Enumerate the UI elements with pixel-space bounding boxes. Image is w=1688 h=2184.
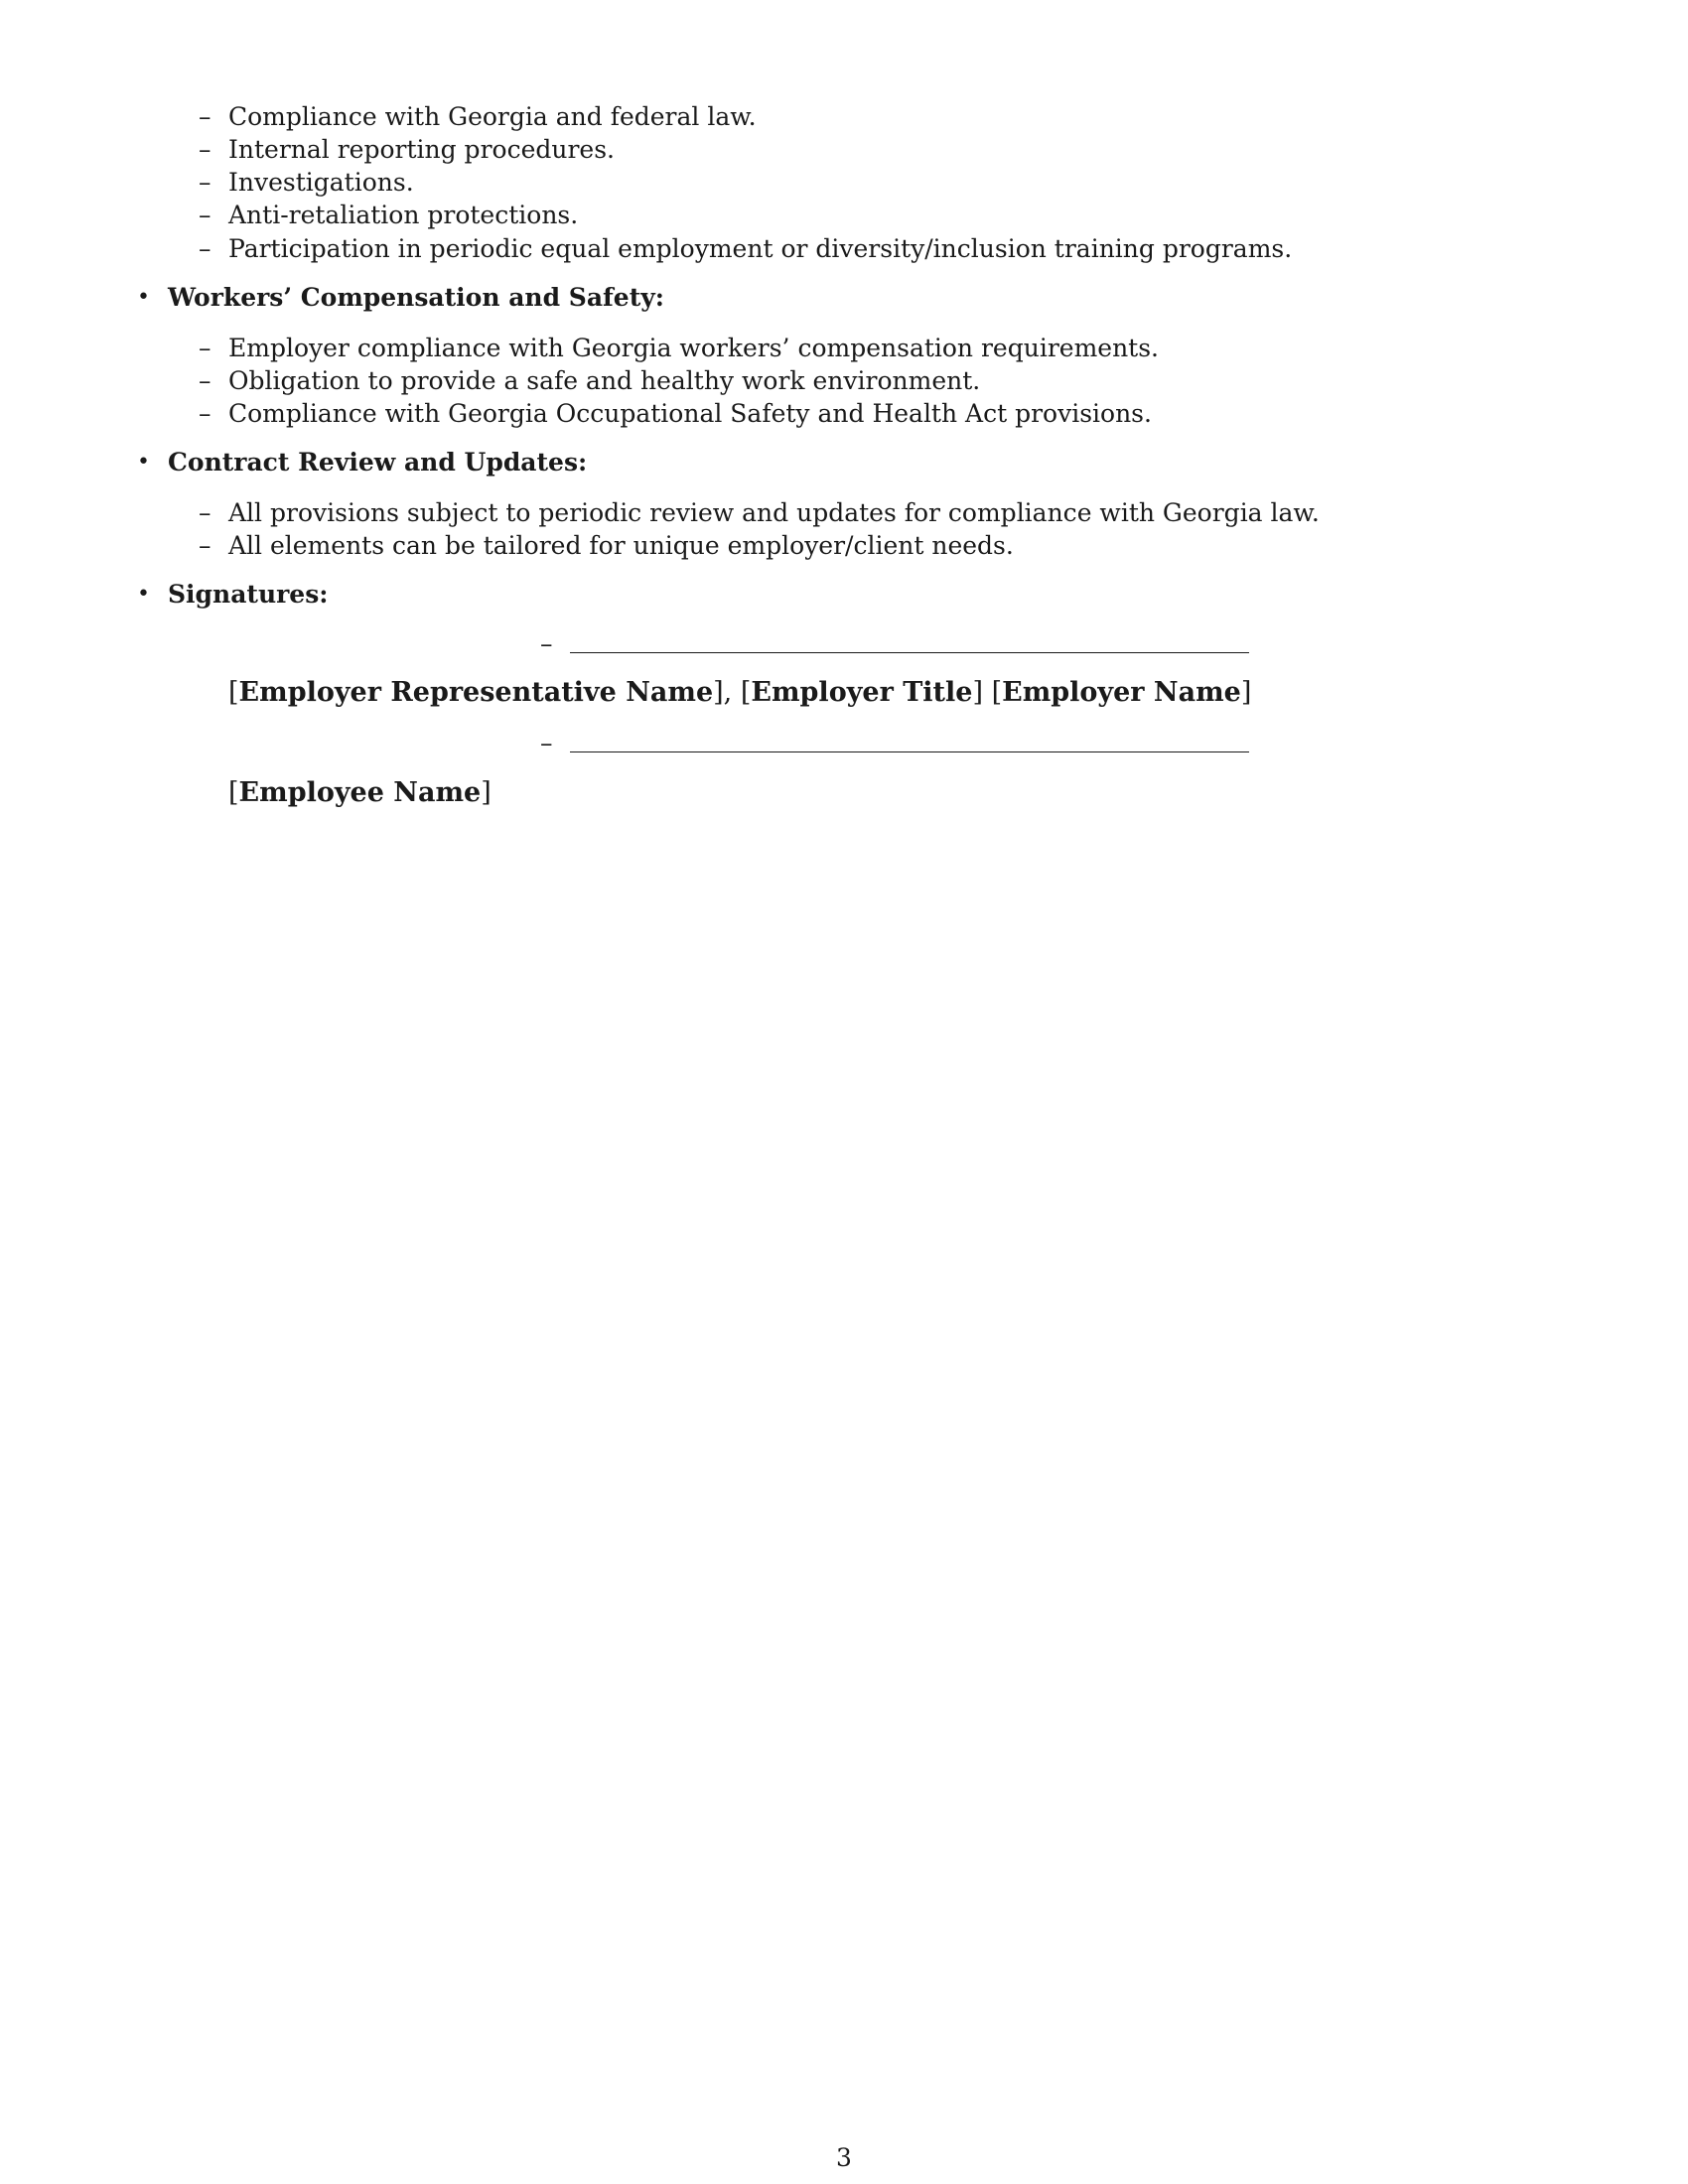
dash-marker: – — [199, 334, 211, 362]
dash-marker: – — [199, 201, 211, 229]
list-item-text: Internal reporting procedures. — [228, 135, 615, 164]
employer-signature-label — [228, 676, 1251, 710]
signature-dash: – — [540, 629, 553, 658]
bracket: ] — [713, 677, 724, 708]
employer-rep-name: Employer Representative Name — [238, 677, 714, 708]
dash-marker: – — [199, 102, 211, 131]
bracket: ] — [1240, 677, 1252, 708]
list-item-text: Compliance with Georgia Occupational Safety and Health Act provisions. — [228, 399, 1152, 428]
bullet-marker: • — [137, 582, 150, 607]
page-number: 3 — [836, 2143, 852, 2172]
list-item-text: All provisions subject to periodic review and updates for compliance with Georgia law. — [228, 498, 1320, 527]
dash-marker: – — [199, 498, 211, 527]
dash-marker: – — [199, 135, 211, 164]
employee-signature-label — [228, 776, 492, 810]
signature-dash: – — [540, 729, 553, 757]
bullet-marker: • — [137, 285, 150, 310]
bullet-marker: • — [137, 450, 150, 475]
list-item-text: All elements can be tailored for unique employer/client needs. — [228, 531, 1014, 560]
employee-name: Employee Name — [238, 777, 482, 808]
bracket: [ — [228, 777, 239, 808]
employer-signature-line[interactable] — [570, 652, 1249, 653]
section-heading-text: Workers’ Compensation and Safety: — [168, 283, 664, 312]
section-heading-text: Signatures: — [168, 580, 329, 609]
list-item-text: Anti-retaliation protections. — [228, 201, 579, 229]
bracket: ] — [481, 777, 492, 808]
dash-marker: – — [199, 366, 211, 395]
list-item-text: Participation in periodic equal employment or diversity/inclusion training programs. — [228, 234, 1293, 263]
dash-marker: – — [199, 168, 211, 197]
employee-signature-line[interactable] — [570, 751, 1249, 752]
dash-marker: – — [199, 399, 211, 428]
list-item-text: Investigations. — [228, 168, 414, 197]
bracket: ] — [972, 677, 983, 708]
employer-title: Employer Title — [751, 677, 973, 708]
list-item-text: Compliance with Georgia and federal law. — [228, 102, 757, 131]
dash-marker: – — [199, 234, 211, 263]
list-item-text: Obligation to provide a safe and healthy work environment. — [228, 366, 981, 395]
list-item-text: Employer compliance with Georgia workers’ compensation requirements. — [228, 334, 1159, 362]
comma: , — [723, 677, 733, 708]
bracket: [ — [228, 677, 239, 708]
section-heading-text: Contract Review and Updates: — [168, 448, 588, 477]
dash-marker: – — [199, 531, 211, 560]
employer-name: Employer Name — [1002, 677, 1241, 708]
bracket: [ — [740, 677, 752, 708]
bracket: [ — [991, 677, 1003, 708]
